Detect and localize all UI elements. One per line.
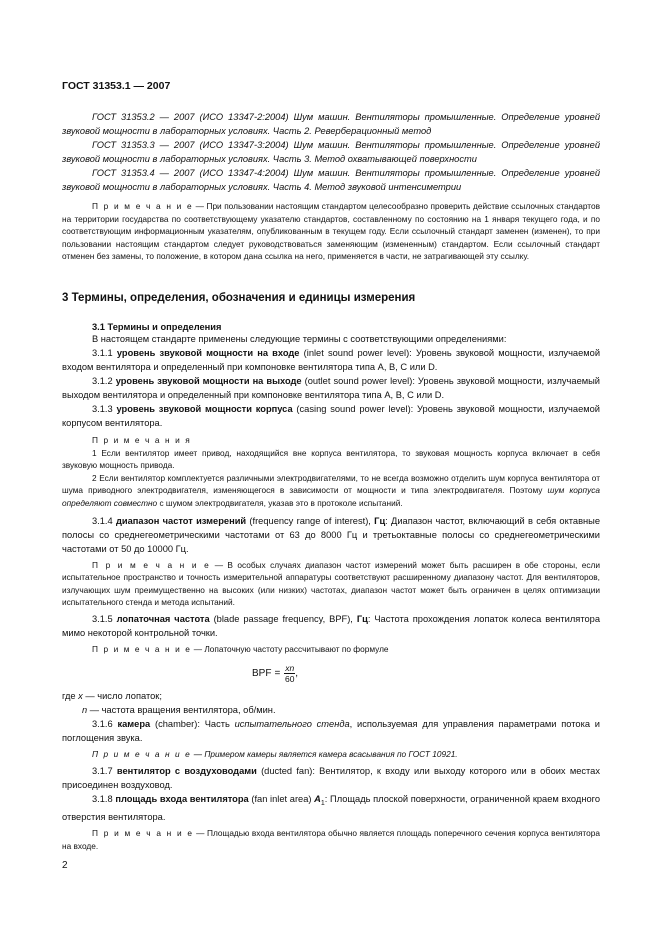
formula-fraction bbox=[284, 663, 295, 684]
formula-denominator: 60 bbox=[285, 674, 295, 684]
reference-item: ГОСТ 31353.3 — 2007 (ИСО 13347-3:2004) Шум машин. Вентиляторы промышленные. Определение уровней звуковой мощности в лабораторных условиях. Часть 3. Метод охватывающей поверхности bbox=[62, 140, 600, 164]
note-3-1-4: П р и м е ч а н и е — В особых случаях диапазон частот измерений может быть расширен в обе стороны, если испытательное пространство и точность измерительной аппаратуры соответствуют расширенному диапазону частот. Для вентиляторов, излучающих шум преимущественно на высоких (или низких) частотах, диапазон частот может быть ограничен в целях оптимизации испытательного стенда и метода испытаний. bbox=[62, 559, 600, 608]
section-3-body-continued bbox=[62, 689, 600, 853]
reference-item: ГОСТ 31353.4 — 2007 (ИСО 13347-4:2004) Шум машин. Вентиляторы промышленные. Определение уровней звуковой мощности в лабораторных условиях. Часть 4. Метод звуковой интенсиметрии bbox=[62, 168, 600, 192]
note-3-1-3-2: 2 Если вентилятор комплектуется различными электродвигателями, то не всегда возможно отделить шум корпуса вентилятора от шума приводного электродвигателя, изменяющегося в зависимости от мощности и типа электродвигателя. Поэтому шум корпуса определяют совместно с шумом электродвигателя, указав это в протоколе испытаний. bbox=[62, 472, 600, 508]
page-number: 2 bbox=[62, 860, 68, 871]
term-3-1-6: 3.1.6 камера (chamber): Часть испытательного стенда, используемая для управления параметрами потока и поглощения звука. bbox=[62, 719, 601, 743]
formula-tail: , bbox=[295, 668, 299, 679]
note-text: — При пользовании настоящим стандартом целесообразно проверить действие ссылочных стандартов на территории государства по соответствующему указателю стандартов, составленному по состоянию на 1 января текущего года, и по соответствующим информационным указателям, опубликованным в текущем году. Если ссылочный стандарт заменен (изменен), то при пользовании настоящим стандартом следует руководствоваться заменяющим (измененным) стандартом. Если ссылочный стандарт отменен без замены, то положение, в котором дана ссылка на него, применяется в части, не затрагивающей эту ссылку. bbox=[62, 201, 600, 262]
section-title: 3 Термины, определения, обозначения и единицы измерения bbox=[62, 292, 416, 304]
note-label: П р и м е ч а н и е bbox=[92, 201, 194, 211]
note-3-1-6: П р и м е ч а н и е — Примером камеры является камера всасывания по ГОСТ 10921. bbox=[92, 749, 458, 759]
term-3-1-5: 3.1.5 лопаточная частота (blade passage frequency, BPF), Гц: Частота прохождения лопаток колеса вентилятора мимо некоторой контрольной точки. bbox=[62, 613, 600, 638]
note-3-1-8: П р и м е ч а н и е — Площадью входа вентилятора обычно является площадь поперечного сечения корпуса вентилятора на входе. bbox=[62, 828, 600, 852]
document-header: ГОСТ 31353.1 — 2007 bbox=[62, 80, 171, 92]
reference-item: ГОСТ 31353.2 — 2007 (ИСО 13347-2:2004) Шум машин. Вентиляторы промышленные. Определение уровней звуковой мощности в лабораторных условиях. Часть 2. Реверберационный метод bbox=[62, 112, 600, 136]
term-3-1-1: 3.1.1 уровень звуковой мощности на входе (inlet sound power level): Уровень звуковой мощности, излучаемой входом вентилятора и определенный при компоновке вентилятора типа А, В, С или D. bbox=[62, 348, 601, 372]
references-note bbox=[62, 200, 600, 263]
normative-references bbox=[62, 110, 600, 194]
formula-lhs: BPF bbox=[252, 668, 272, 679]
subsection-title: 3.1 Термины и определения bbox=[92, 322, 222, 332]
formula-equals: = bbox=[274, 668, 281, 679]
bpf-formula bbox=[252, 663, 298, 684]
term-3-1-4: 3.1.4 диапазон частот измерений (frequency range of interest), Гц: Диапазон частот, включающий в себя октавные полосы со среднегеометрическими частотами от 63 до 8000 Гц и третьоктавные полосы со среднегеометрическими частотами от 50 до 10000 Гц. bbox=[62, 515, 600, 554]
note-3-1-3-1: 1 Если вентилятор имеет привод, находящийся вне корпуса вентилятора, то звуковая мощность корпуса включает в себя звуковую мощность привода. bbox=[62, 447, 600, 471]
intro-text: В настоящем стандарте применены следующие термины с соответствующими определениями: bbox=[92, 334, 507, 344]
formula-numerator: xn bbox=[285, 663, 295, 673]
note-3-1-5: П р и м е ч а н и е — Лопаточную частоту рассчитывают по формуле bbox=[92, 643, 389, 654]
where-n: n — частота вращения вентилятора, об/мин. bbox=[82, 705, 276, 715]
term-3-1-8: 3.1.8 площадь входа вентилятора (fan inlet area) $A_1$: Площадь плоской поверхности, ограниченной краем входного отверстия вентилятора. bbox=[62, 793, 600, 823]
section-3-heading bbox=[62, 292, 600, 304]
term-3-1-2: 3.1.2 уровень звуковой мощности на выходе (outlet sound power level): Уровень звуковой мощности, излучаемый выходом вентилятора и определенный при компоновке вентилятора типа А, В, С или D. bbox=[62, 376, 601, 400]
term-3-1-3: 3.1.3 уровень звуковой мощности корпуса (casing sound power level): Уровень звуковой мощности, излучаемой корпусом вентилятора. bbox=[62, 404, 600, 428]
where-x: где x — число лопаток; bbox=[62, 691, 162, 701]
section-3-body bbox=[62, 322, 600, 656]
term-3-1-7: 3.1.7 вентилятор с воздуховодами (ducted fan): Вентилятор, к входу или выходу которого или в обоих местах присоединен воздуховод. bbox=[62, 765, 601, 790]
notes-label: П р и м е ч а н и я bbox=[92, 435, 192, 445]
